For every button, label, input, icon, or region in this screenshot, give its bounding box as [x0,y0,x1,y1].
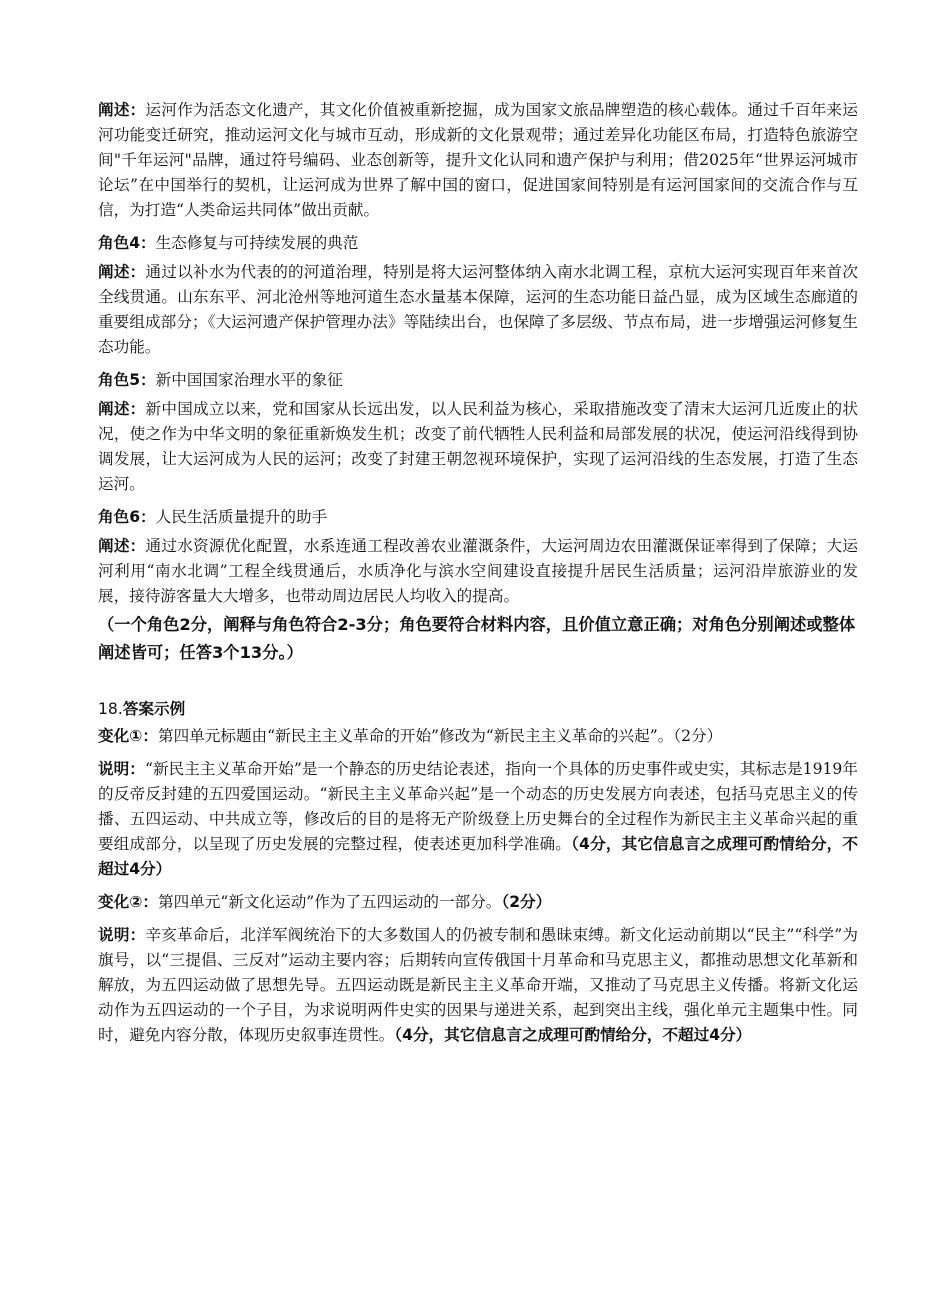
role-5-heading [98,368,858,393]
role-6-text: 人民生活质量提升的助手 [155,508,328,526]
change-2-text: 第四单元“新文化运动”作为了五四运动的一部分。 [157,893,502,911]
explain-2-label: 说明： [98,926,146,944]
explain-1-label: 说明： [98,760,145,778]
role-5-desc-label: 阐述： [98,400,146,418]
role-4-desc-label: 阐述： [98,263,146,281]
role-5-text: 新中国国家治理水平的象征 [155,371,343,389]
role-6-description [98,534,858,609]
question-18 [98,697,858,1048]
question-number: 18. [98,700,123,718]
explain-2-score: （4分，其它信息言之成理可酌情给分，不超过4分） [394,1026,752,1044]
change-2 [98,890,858,915]
question-title: 答案示例 [122,700,186,718]
explain-1-score: （4分，其它信息言之成理可酌情给分，不超过4分） [98,835,858,878]
intro-label: 阐述： [98,101,146,119]
explain-1-text: “新民主主义革命开始”是一个静态的历史结论表述，指向一个具体的历史事件或史实，其标志是1919年的反帝反封建的五四爱国运动。“新民主主义革命兴起”是一个动态的历史发展方向表述，包括马克思主义的传播、五四运动、中共成立等，修改后的目的是将无产阶级登上历史舞台的全过程作为新民主主义革命兴起的重要组成部分，以呈现了历史发展的完整过程，使表述更加科学准确。 [98,760,858,853]
change-1-text: 第四单元标题由“新民主主义革命的开始”修改为“新民主主义革命的兴起”。（2分） [157,727,723,745]
role-4-heading [98,231,858,256]
intro-paragraph [98,98,858,223]
explain-2-text: 辛亥革命后，北洋军阀统治下的大多数国人的仍被专制和愚昧束缚。新文化运动前期以“民主”“科学”为旗号，以“三提倡、三反对”运动主要内容；后期转向宣传俄国十月革命和马克思主义，都推动思想文化革新和解放，为五四运动做了思想先导。五四运动既是新民主主义革命开端，又推动了马克思主义传播。将新文化运动作为五四运动的一个子目，为求说明两件史实的因果与递进关系，起到突出主线，强化单元主题集中性。同时，避免内容分散，体现历史叙事连贯性。 [98,926,858,1044]
role-6-label: 角色6： [98,508,156,526]
intro-text: 运河作为活态文化遗产，其文化价值被重新挖掘，成为国家文旅品牌塑造的核心载体。通过千百年来运河功能变迁研究，推动运河文化与城市互动，形成新的文化景观带；通过差异化功能区布局，打造特色旅游空间"千年运河"品牌，通过符号编码、业态创新等，提升文化认同和遗产保护与利用；借2025年“世界运河城市论坛”在中国举行的契机，让运河成为世界了解中国的窗口，促进国家间特别是有运河国家间的交流合作与互信，为打造“人类命运共同体”做出贡献。 [98,101,858,219]
change-1-label: 变化①： [98,727,158,745]
scoring-note: （一个角色2分，阐释与角色符合2-3分；角色要符合材料内容，且价值立意正确；对角色分别阐述或整体阐述皆可；任答3个13分。） [98,615,856,662]
role-5-label: 角色5： [98,371,156,389]
answer-page [98,98,858,1056]
role-4-description [98,260,858,360]
role-5-description [98,397,858,497]
role-5-desc-text: 新中国成立以来，党和国家从长远出发，以人民利益为核心，采取措施改变了清末大运河几近废止的状况，使之作为中华文明的象征重新焕发生机；改变了前代牺牲人民利益和局部发展的状况，使运河沿线得到协调发展，让大运河成为人民的运河；改变了封建王朝忽视环境保护，实现了运河沿线的生态发展，打造了生态运河。 [98,400,858,493]
explain-2 [98,923,858,1048]
role-4-text: 生态修复与可持续发展的典范 [155,234,359,252]
change-1 [98,724,858,749]
change-2-score: （2分） [501,893,552,911]
change-2-label: 变化②： [98,893,158,911]
question-18-title [98,697,858,722]
role-4-label: 角色4： [98,234,156,252]
role-6-desc-text: 通过水资源优化配置，水系连通工程改善农业灌溉条件，大运河周边农田灌溉保证率得到了保障；大运河利用“南水北调”工程全线贯通后，水质净化与滨水空间建设直接提升居民生活质量；运河沿岸旅游业的发展，接待游客量大大增多，也带动周边居民人均收入的提高。 [98,537,858,605]
explain-1 [98,757,858,882]
role-6-heading [98,505,858,530]
role-4-desc-text: 通过以补水为代表的的河道治理，特别是将大运河整体纳入南水北调工程，京杭大运河实现百年来首次全线贯通。山东东平、河北沧州等地河道生态水量基本保障，运河的生态功能日益凸显，成为区域生态廊道的重要组成部分；《大运河遗产保护管理办法》等陆续出台，也保障了多层级、节点布局，进一步增强运河修复生态功能。 [98,263,858,356]
role-6-desc-label: 阐述： [98,537,146,555]
